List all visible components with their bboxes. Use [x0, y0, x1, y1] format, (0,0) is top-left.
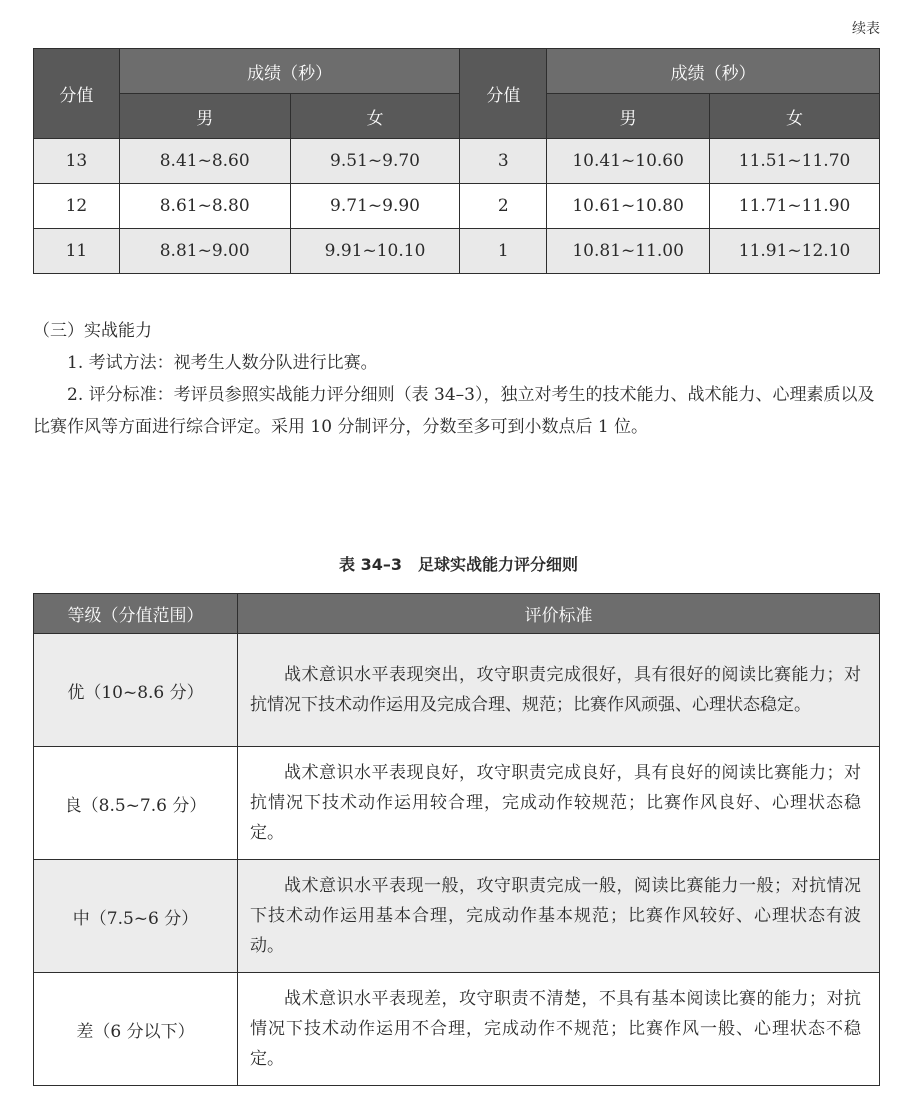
standard-cell [238, 634, 880, 747]
table-row [34, 747, 880, 860]
score-cell: 13 [34, 139, 120, 184]
table-row [34, 139, 880, 184]
score-cell: 3 [460, 139, 547, 184]
table-row [34, 184, 880, 229]
standard-text: 战术意识水平表现差，攻守职责不清楚，不具有基本阅读比赛的能力；对抗情况下技术动作运用不合理，完成动作不规范；比赛作风一般、心理状态不稳定。 [250, 989, 861, 1069]
table-row [34, 860, 880, 973]
level-header: 等级（分值范围） [34, 594, 238, 634]
score-header-left: 分值 [34, 49, 120, 139]
standard-header: 评价标准 [238, 594, 880, 634]
score-table [33, 48, 880, 274]
standard-text: 战术意识水平表现良好，攻守职责完成良好，具有良好的阅读比赛能力；对抗情况下技术动作运用较合理，完成动作较规范；比赛作风良好、心理状态稳定。 [250, 763, 861, 843]
score-cell: 1 [460, 229, 547, 274]
level-cell: 优（10~8.6 分） [34, 634, 238, 747]
continued-label: 续表 [852, 21, 880, 37]
male-time-cell: 10.41~10.60 [547, 139, 710, 184]
male-time-cell: 10.81~11.00 [547, 229, 710, 274]
male-header-right: 男 [547, 94, 710, 139]
score-header-right: 分值 [460, 49, 547, 139]
female-time-cell: 9.71~9.90 [290, 184, 460, 229]
male-time-cell: 8.81~9.00 [119, 229, 290, 274]
gender-header-row [34, 94, 880, 139]
criteria-table [33, 593, 880, 1086]
female-time-cell: 9.91~10.10 [290, 229, 460, 274]
result-header-right: 成绩（秒） [547, 49, 880, 94]
standard-cell [238, 973, 880, 1086]
male-time-cell: 8.61~8.80 [119, 184, 290, 229]
score-cell: 2 [460, 184, 547, 229]
criteria-header-row [34, 594, 880, 634]
level-cell: 差（6 分以下） [34, 973, 238, 1086]
female-time-cell: 11.91~12.10 [710, 229, 880, 274]
male-time-cell: 10.61~10.80 [547, 184, 710, 229]
level-cell: 良（8.5~7.6 分） [34, 747, 238, 860]
score-cell: 12 [34, 184, 120, 229]
table-caption: 表 34–3 足球实战能力评分细则 [339, 555, 578, 574]
standard-cell [238, 860, 880, 973]
score-header-row [34, 49, 880, 94]
result-header-left: 成绩（秒） [119, 49, 460, 94]
female-time-cell: 9.51~9.70 [290, 139, 460, 184]
male-header-left: 男 [119, 94, 290, 139]
female-time-cell: 11.51~11.70 [710, 139, 880, 184]
table-row [34, 634, 880, 747]
standard-text: 战术意识水平表现突出，攻守职责完成很好，具有很好的阅读比赛能力；对抗情况下技术动作运用及完成合理、规范；比赛作风顽强、心理状态稳定。 [250, 665, 861, 715]
score-cell: 11 [34, 229, 120, 274]
level-cell: 中（7.5~6 分） [34, 860, 238, 973]
table-row [34, 973, 880, 1086]
section-title: （三）实战能力 [33, 321, 152, 341]
section-body [33, 347, 880, 443]
standard-cell [238, 747, 880, 860]
female-time-cell: 11.71~11.90 [710, 184, 880, 229]
paragraph-scoring-standard: 2. 评分标准：考评员参照实战能力评分细则（表 34–3），独立对考生的技术能力、战术能力、心理素质以及比赛作风等方面进行综合评定。采用 10 分制评分，分数至多可到小数点后 1 位。 [33, 385, 875, 437]
female-header-left: 女 [290, 94, 460, 139]
female-header-right: 女 [710, 94, 880, 139]
paragraph-exam-method: 1. 考试方法：视考生人数分队进行比赛。 [67, 353, 378, 373]
table-row [34, 229, 880, 274]
standard-text: 战术意识水平表现一般，攻守职责完成一般，阅读比赛能力一般；对抗情况下技术动作运用基本合理，完成动作基本规范；比赛作风较好、心理状态有波动。 [250, 876, 861, 956]
male-time-cell: 8.41~8.60 [119, 139, 290, 184]
